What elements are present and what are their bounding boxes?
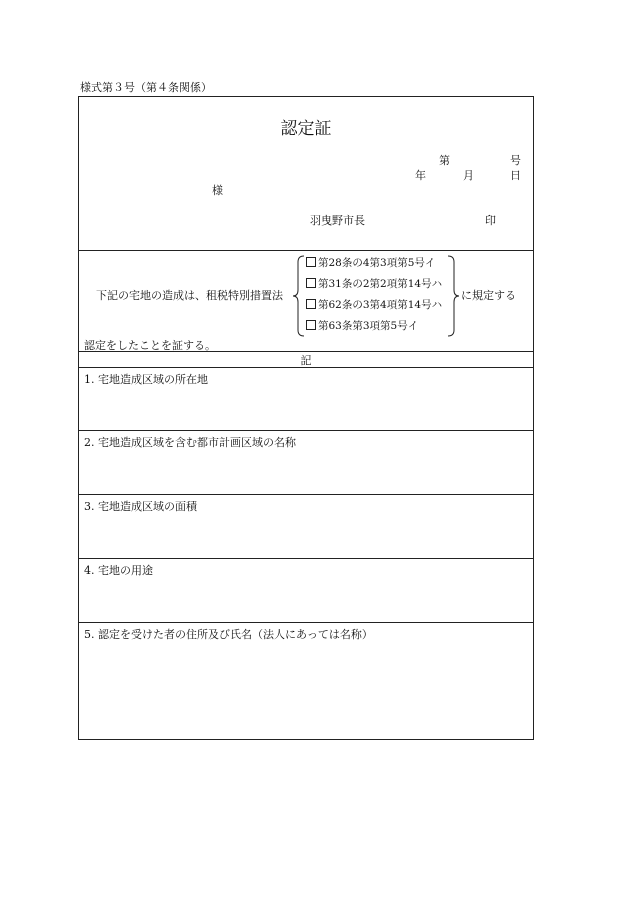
notes-row-label: 2. 宅地造成区域を含む都市計画区域の名称 xyxy=(84,436,296,449)
divider xyxy=(79,367,533,368)
law-option xyxy=(306,297,442,312)
certificate-title: 認定証 xyxy=(280,119,332,139)
right-brace xyxy=(446,255,460,337)
certificate-frame xyxy=(78,96,534,740)
statement-closing: 認定をしたことを証する。 xyxy=(84,339,216,352)
divider xyxy=(79,622,533,623)
divider xyxy=(79,250,533,251)
statement-lead: 下記の宅地の造成は、租税特別措置法 xyxy=(96,289,283,302)
divider xyxy=(79,494,533,495)
checkbox[interactable] xyxy=(306,257,316,267)
left-brace xyxy=(292,255,306,337)
law-option xyxy=(306,318,418,333)
law-option-label: 第28条の4第3項第5号イ xyxy=(318,257,436,269)
notes-heading: 記 xyxy=(300,354,312,367)
statement-tail: に規定する xyxy=(461,289,516,302)
law-option-label: 第63条第3項第5号イ xyxy=(318,320,419,332)
divider xyxy=(79,558,533,559)
checkbox[interactable] xyxy=(306,278,316,288)
divider xyxy=(79,430,533,431)
issuer-name: 羽曳野市長 xyxy=(310,214,365,227)
number-suffix: 号 xyxy=(510,154,521,167)
date-day: 日 xyxy=(510,169,521,182)
notes-row-label: 5. 認定を受けた者の住所及び氏名（法人にあっては名称） xyxy=(84,628,373,641)
addressee-suffix: 様 xyxy=(212,184,223,197)
form-number-label: 様式第３号（第４条関係） xyxy=(80,81,212,94)
checkbox[interactable] xyxy=(306,299,316,309)
number-prefix: 第 xyxy=(439,154,450,167)
notes-row-label: 3. 宅地造成区域の面積 xyxy=(84,500,197,513)
law-option-label: 第62条の3第4項第14号ハ xyxy=(318,299,443,311)
law-option xyxy=(306,276,442,291)
law-option-label: 第31条の2第2項第14号ハ xyxy=(318,278,443,290)
date-year: 年 xyxy=(415,169,426,182)
seal-mark: 印 xyxy=(485,214,496,227)
notes-row-label: 1. 宅地造成区域の所在地 xyxy=(84,373,208,386)
law-option xyxy=(306,255,435,270)
notes-row-label: 4. 宅地の用途 xyxy=(84,564,153,577)
date-month: 月 xyxy=(463,169,474,182)
checkbox[interactable] xyxy=(306,320,316,330)
